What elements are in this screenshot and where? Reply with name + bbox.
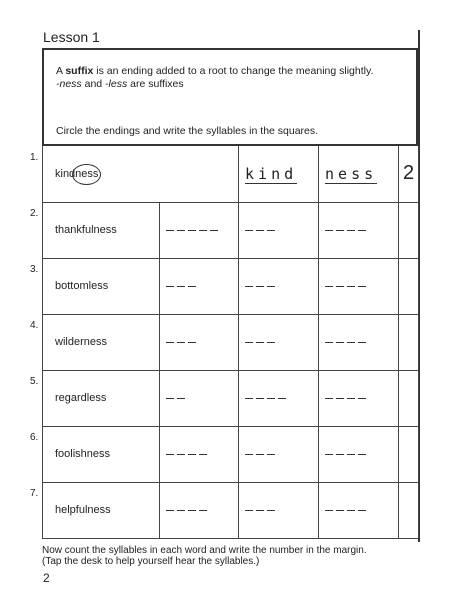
letter-blank xyxy=(166,230,174,231)
definition-text-a: A xyxy=(56,65,66,77)
letter-blank xyxy=(177,286,185,287)
letter-blank xyxy=(166,286,174,287)
exercise-word: thankfulness xyxy=(43,202,160,258)
syllable-box[interactable] xyxy=(160,370,239,426)
syllable-count-box[interactable] xyxy=(399,258,419,314)
letter-blank xyxy=(347,398,355,399)
letter-blank xyxy=(166,342,174,343)
footer-line-1: Now count the syllables in each word and write the number in the margin. xyxy=(42,545,367,556)
letter-blank xyxy=(358,398,366,399)
letter-blank xyxy=(325,510,333,511)
letter-blank xyxy=(166,454,174,455)
letter-blank xyxy=(177,510,185,511)
letter-blank xyxy=(177,230,185,231)
letter-blanks xyxy=(245,392,289,404)
letter-blank xyxy=(188,230,196,231)
exercise-word: regardless xyxy=(43,370,160,426)
exercise-word: foolishness xyxy=(43,426,160,482)
letter-blank xyxy=(245,230,253,231)
syllable-box[interactable] xyxy=(319,314,399,370)
footer-instructions xyxy=(42,545,422,567)
letter-blank xyxy=(188,454,196,455)
exercise-word: wilderness xyxy=(43,314,160,370)
letter-blank xyxy=(336,510,344,511)
letter-blank xyxy=(256,342,264,343)
letter-blank xyxy=(245,398,253,399)
letter-blank xyxy=(325,454,333,455)
letter-blank xyxy=(267,510,275,511)
suffix-examples xyxy=(56,78,184,90)
letter-blank xyxy=(278,398,286,399)
syllable-box[interactable] xyxy=(239,426,319,482)
syllable-count-box[interactable] xyxy=(399,202,419,258)
letter-blank xyxy=(188,510,196,511)
letter-blank xyxy=(267,454,275,455)
letter-blank xyxy=(325,398,333,399)
syllable-box[interactable] xyxy=(160,258,239,314)
letter-blank xyxy=(336,230,344,231)
letter-blank xyxy=(245,510,253,511)
exercise-row xyxy=(43,258,419,314)
letter-blanks xyxy=(166,448,210,460)
syllable-count-box[interactable] xyxy=(399,370,419,426)
suffix-term: suffix xyxy=(65,65,94,77)
letter-blank xyxy=(267,230,275,231)
letter-blank xyxy=(347,286,355,287)
letter-blank xyxy=(347,454,355,455)
letter-blanks xyxy=(166,224,221,236)
instruction-text: Circle the endings and write the syllables in the squares. xyxy=(56,125,319,137)
syllable-box[interactable] xyxy=(319,370,399,426)
letter-blank xyxy=(358,454,366,455)
row-number: 7. xyxy=(30,488,39,499)
letter-blanks xyxy=(166,280,199,292)
syllable-box[interactable] xyxy=(239,482,319,538)
example-syllable-2: ness xyxy=(319,146,399,202)
example-word: kindness xyxy=(55,168,98,180)
letter-blank xyxy=(166,398,174,399)
example-row xyxy=(43,146,419,202)
exercise-row xyxy=(43,426,419,482)
row-number: 5. xyxy=(30,376,39,387)
letter-blank xyxy=(347,342,355,343)
row-number: 4. xyxy=(30,320,39,331)
letter-blanks xyxy=(325,224,369,236)
letter-blank xyxy=(256,510,264,511)
letter-blanks xyxy=(166,392,188,404)
letter-blanks xyxy=(245,280,278,292)
intro-box xyxy=(42,48,418,146)
row-number: 6. xyxy=(30,432,39,443)
letter-blank xyxy=(245,286,253,287)
syllable-box[interactable] xyxy=(160,202,239,258)
letter-blank xyxy=(177,398,185,399)
letter-blank xyxy=(336,454,344,455)
syllable-box[interactable] xyxy=(239,202,319,258)
letter-blank xyxy=(347,510,355,511)
letter-blank xyxy=(336,286,344,287)
letter-blank xyxy=(325,342,333,343)
letter-blank xyxy=(267,342,275,343)
syllable-box[interactable] xyxy=(319,202,399,258)
letter-blank xyxy=(325,230,333,231)
letter-blank xyxy=(336,398,344,399)
syllable-box[interactable] xyxy=(319,258,399,314)
row-number: 3. xyxy=(30,264,39,275)
worksheet-table xyxy=(42,146,419,539)
letter-blank xyxy=(166,510,174,511)
syllable-box[interactable] xyxy=(160,482,239,538)
letter-blanks xyxy=(325,280,369,292)
letter-blank xyxy=(256,454,264,455)
letter-blank xyxy=(199,454,207,455)
letter-blank xyxy=(358,286,366,287)
letter-blanks xyxy=(245,504,278,516)
suffix-circle xyxy=(72,164,101,185)
example-word-cell xyxy=(43,146,239,202)
letter-blanks xyxy=(245,448,278,460)
row-number: 1. xyxy=(30,152,39,163)
letter-blank xyxy=(210,230,218,231)
suffix-ness: -ness xyxy=(56,78,82,90)
letter-blank xyxy=(188,286,196,287)
letter-blank xyxy=(177,342,185,343)
syllable-box[interactable] xyxy=(160,314,239,370)
letter-blank xyxy=(358,510,366,511)
letter-blank xyxy=(336,342,344,343)
suffix-definition xyxy=(56,65,373,77)
letter-blanks xyxy=(166,336,199,348)
exercise-row xyxy=(43,202,419,258)
row-number: 2. xyxy=(30,208,39,219)
exercise-word: bottomless xyxy=(43,258,160,314)
letter-blank xyxy=(177,454,185,455)
letter-blank xyxy=(188,342,196,343)
letter-blanks xyxy=(325,448,369,460)
exercise-row xyxy=(43,314,419,370)
letter-blanks xyxy=(166,504,210,516)
syllable-count-box[interactable] xyxy=(399,314,419,370)
letter-blank xyxy=(256,398,264,399)
letter-blank xyxy=(358,342,366,343)
suffixes-text: are suffixes xyxy=(127,78,184,90)
letter-blank xyxy=(267,286,275,287)
syllable-box[interactable] xyxy=(160,426,239,482)
letter-blanks xyxy=(245,336,278,348)
letter-blank xyxy=(256,230,264,231)
exercise-word: helpfulness xyxy=(43,482,160,538)
example-syllable-1: kind xyxy=(239,146,319,202)
letter-blanks xyxy=(245,224,278,236)
letter-blank xyxy=(256,286,264,287)
exercise-row xyxy=(43,482,419,538)
syllable-count-box[interactable] xyxy=(399,426,419,482)
lesson-title: Lesson 1 xyxy=(43,29,100,45)
letter-blank xyxy=(199,510,207,511)
and-text: and xyxy=(81,78,106,90)
footer-line-2: (Tap the desk to help yourself hear the syllables.) xyxy=(42,556,260,567)
letter-blanks xyxy=(325,504,369,516)
letter-blanks xyxy=(325,392,369,404)
syllable-count-box[interactable] xyxy=(399,482,419,538)
definition-text-b: is an ending added to a root to change the meaning slightly. xyxy=(93,65,374,77)
letter-blank xyxy=(325,286,333,287)
letter-blank xyxy=(199,230,207,231)
page-number: 2 xyxy=(43,571,50,585)
letter-blank xyxy=(347,230,355,231)
letter-blank xyxy=(245,342,253,343)
exercise-row xyxy=(43,370,419,426)
syllable-box[interactable] xyxy=(239,258,319,314)
letter-blank xyxy=(245,454,253,455)
suffix-less: -less xyxy=(105,78,128,90)
syllable-box[interactable] xyxy=(239,370,319,426)
letter-blank xyxy=(267,398,275,399)
syllable-box[interactable] xyxy=(319,482,399,538)
example-syllable-count: 2 xyxy=(399,146,419,202)
letter-blank xyxy=(358,230,366,231)
letter-blanks xyxy=(325,336,369,348)
syllable-box[interactable] xyxy=(239,314,319,370)
syllable-box[interactable] xyxy=(319,426,399,482)
